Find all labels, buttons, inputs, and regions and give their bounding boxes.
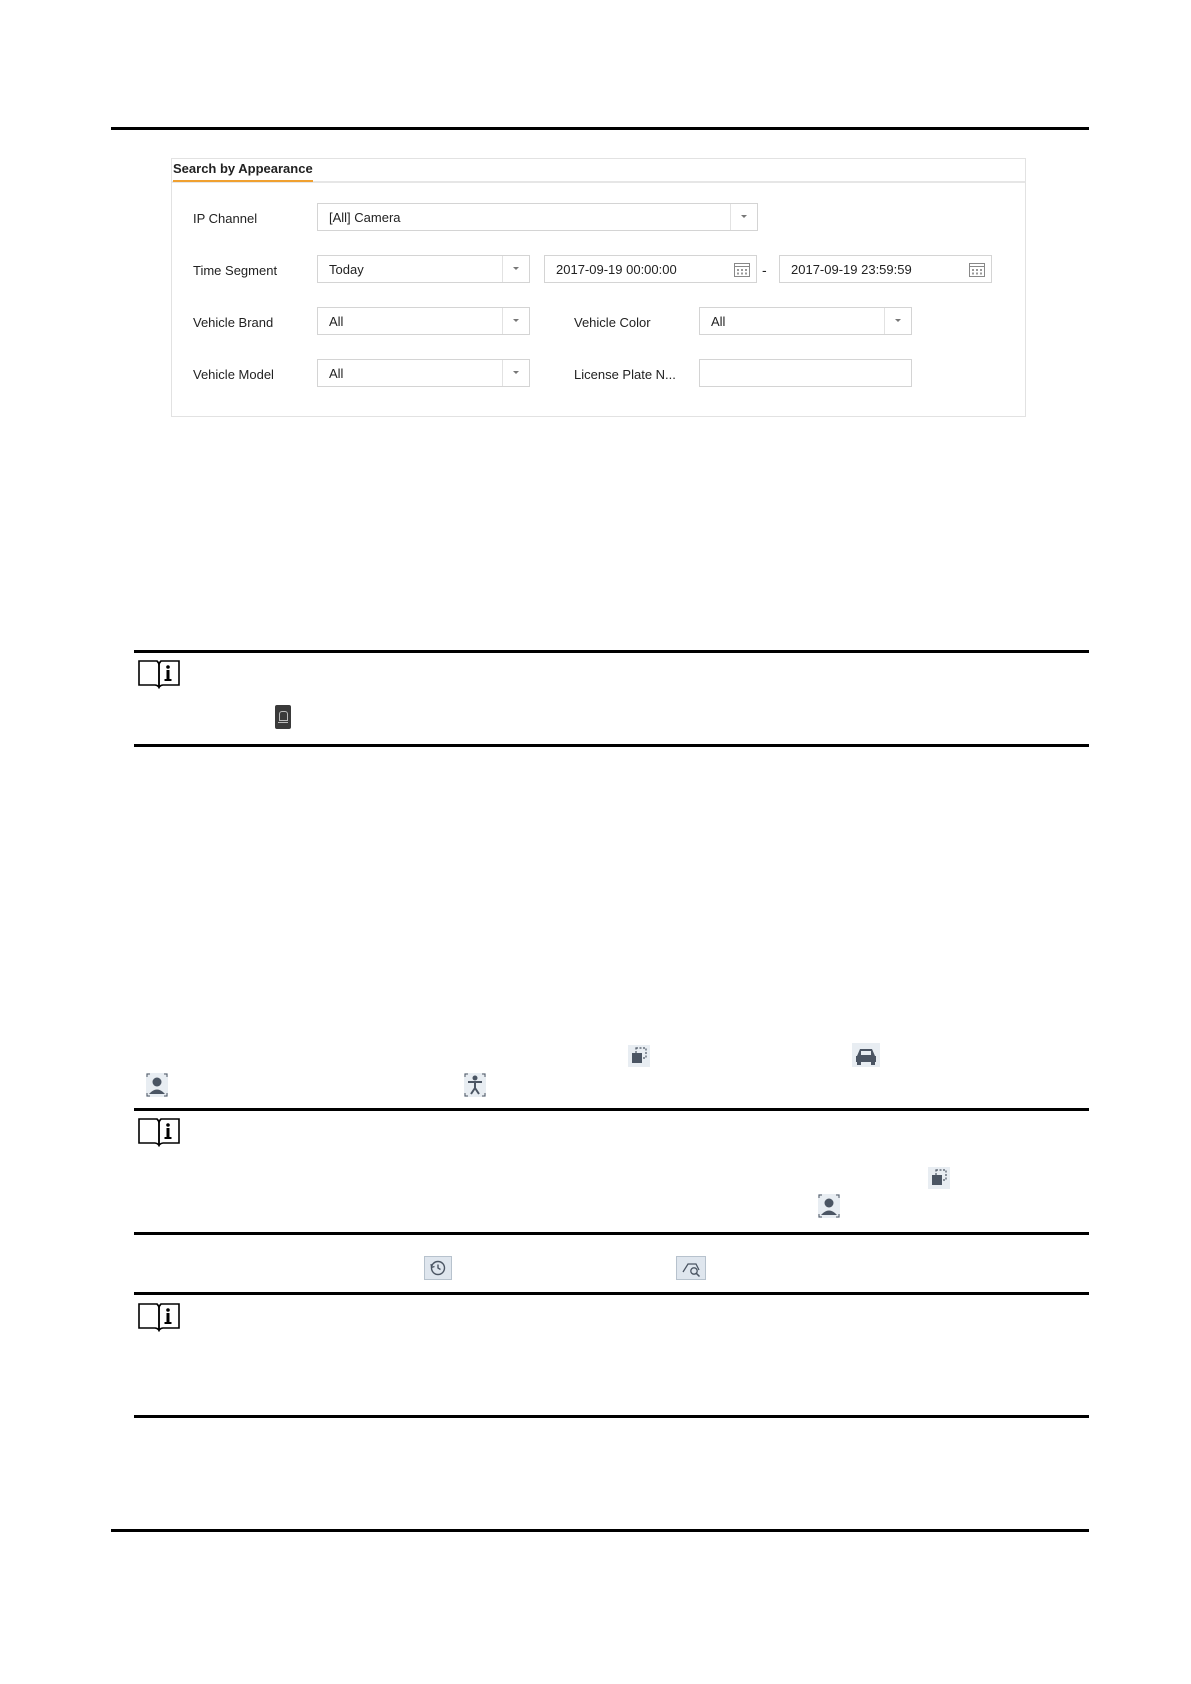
footer-rule: [111, 1529, 1089, 1532]
end-time-value: 2017-09-19 23:59:59: [791, 262, 912, 277]
vehicle-brand-select[interactable]: [317, 307, 530, 335]
ip-channel-select[interactable]: [317, 203, 758, 231]
note-book-info-icon: [137, 1302, 181, 1332]
note-1-top-rule: [134, 650, 1089, 653]
note-3-bottom-rule: [134, 1415, 1089, 1418]
chevron-down-icon[interactable]: [502, 308, 529, 334]
note-book-info-icon: [137, 659, 181, 689]
license-plate-label: License Plate N...: [574, 367, 676, 382]
note-book-info-icon: [137, 1117, 181, 1147]
chevron-down-icon[interactable]: [730, 204, 757, 230]
vehicle-color-label: Vehicle Color: [574, 315, 651, 330]
header-rule: [111, 127, 1089, 130]
start-time-value: 2017-09-19 00:00:00: [556, 262, 677, 277]
vehicle-model-label: Vehicle Model: [193, 367, 274, 382]
panel-title: Search by Appearance: [173, 161, 313, 182]
start-time-input[interactable]: [544, 255, 757, 283]
vehicle-model-select[interactable]: [317, 359, 530, 387]
time-range-separator: -: [762, 262, 767, 278]
license-plate-input[interactable]: [699, 359, 912, 387]
note-3-top-rule: [134, 1292, 1089, 1295]
chevron-down-icon[interactable]: [884, 308, 911, 334]
calendar-icon[interactable]: [969, 262, 985, 277]
vehicle-brand-label: Vehicle Brand: [193, 315, 274, 330]
chevron-down-icon[interactable]: [502, 256, 529, 282]
time-segment-select[interactable]: [317, 255, 530, 283]
target-detection-icon: [275, 705, 291, 729]
search-by-appearance-panel: [171, 158, 1026, 417]
vehicle-brand-value: All: [329, 314, 344, 329]
vehicle-icon: [852, 1043, 880, 1067]
human-body-icon: [464, 1073, 486, 1097]
note-1-bottom-rule: [134, 744, 1089, 747]
calendar-icon[interactable]: [734, 262, 750, 277]
playback-icon: [424, 1256, 452, 1280]
ip-channel-value: [All] Camera: [329, 210, 401, 225]
vehicle-color-value: All: [711, 314, 726, 329]
similar-search-icon: [676, 1256, 706, 1280]
end-time-input[interactable]: [779, 255, 992, 283]
face-icon: [146, 1073, 168, 1097]
select-all-icon: [928, 1167, 950, 1189]
vehicle-model-value: All: [329, 366, 344, 381]
panel-header: [172, 159, 1025, 183]
note-2-bottom-rule: [134, 1232, 1089, 1235]
vehicle-color-select[interactable]: [699, 307, 912, 335]
time-segment-value: Today: [329, 262, 364, 277]
face-icon: [818, 1194, 840, 1218]
chevron-down-icon[interactable]: [502, 360, 529, 386]
note-2-top-rule: [134, 1108, 1089, 1111]
select-all-icon: [628, 1045, 650, 1067]
time-segment-label: Time Segment: [193, 263, 278, 278]
ip-channel-label: IP Channel: [193, 211, 258, 226]
